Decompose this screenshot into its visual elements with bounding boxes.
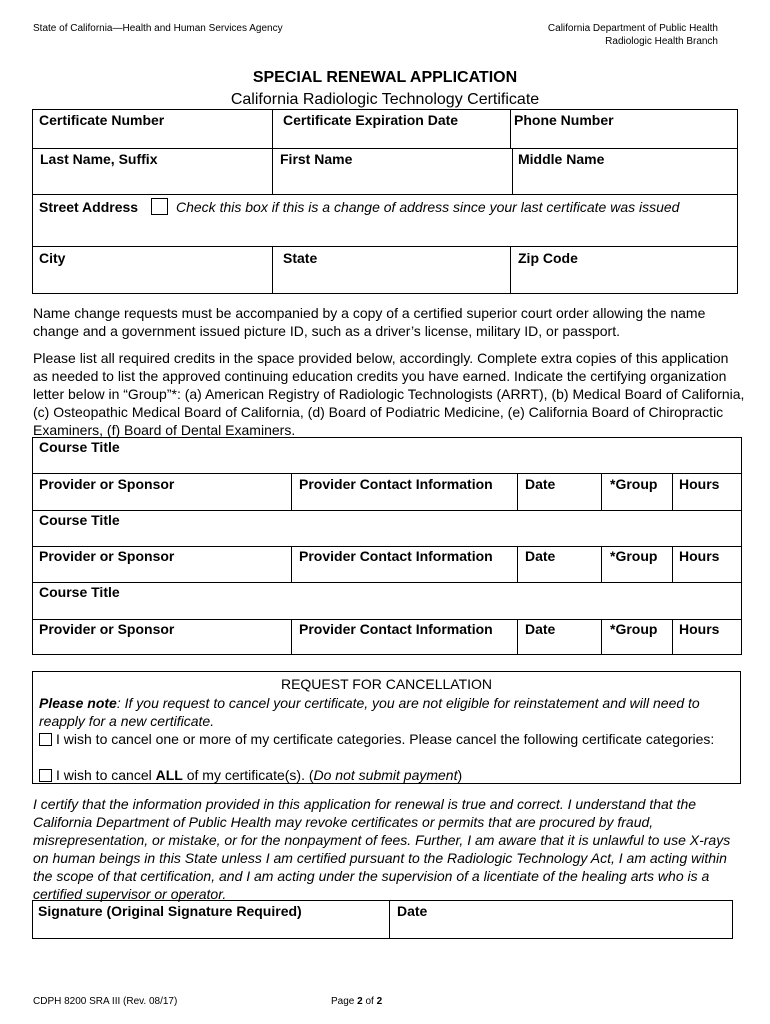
cancellation-heading: REQUEST FOR CANCELLATION: [280, 676, 493, 692]
agency-name: State of California—Health and Human Services Agency: [33, 23, 283, 34]
expiration-date-field[interactable]: Certificate Expiration Date: [283, 112, 459, 128]
cancel-all-checkbox[interactable]: [39, 769, 52, 782]
course-date-field[interactable]: Date: [525, 476, 556, 492]
cancel-categories-option: [39, 730, 729, 748]
hours-field[interactable]: Hours: [679, 476, 720, 492]
no-payment-note: Do not submit payment: [313, 767, 458, 783]
provider-contact-field[interactable]: Provider Contact Information: [299, 476, 493, 492]
zip-code-field[interactable]: Zip Code: [518, 250, 578, 266]
course-date-field[interactable]: Date: [525, 621, 556, 637]
provider-field[interactable]: Provider or Sponsor: [39, 476, 175, 492]
cancellation-note: [39, 694, 737, 730]
hours-field[interactable]: Hours: [679, 621, 720, 637]
last-name-field[interactable]: Last Name, Suffix: [40, 151, 158, 167]
cancellation-note-text: : If you request to cancel your certificate, you are not eligible for reinstatement and will need to reapply for a new certificate.: [39, 695, 700, 729]
form-title: SPECIAL RENEWAL APPLICATION: [252, 69, 518, 86]
middle-name-field[interactable]: Middle Name: [518, 151, 605, 167]
phone-number-field[interactable]: Phone Number: [514, 112, 614, 128]
group-field[interactable]: *Group: [610, 548, 658, 564]
signature-field[interactable]: Signature (Original Signature Required): [38, 903, 302, 919]
name-change-notice: Name change requests must be accompanied by a copy of a certified superior court order allowing the name change and a government issued picture ID, such as a driver’s license, military ID, or passport.: [33, 305, 706, 339]
cancel-all-emphasis: ALL: [155, 767, 183, 783]
course-title-field[interactable]: Course Title: [39, 584, 120, 600]
cancel-all-option: [39, 766, 462, 784]
branch-name: Radiologic Health Branch: [605, 36, 718, 47]
cancel-categories-checkbox[interactable]: [39, 733, 52, 746]
group-field[interactable]: *Group: [610, 476, 658, 492]
signature-date-field[interactable]: Date: [397, 903, 428, 919]
state-field[interactable]: State: [283, 250, 318, 266]
form-subtitle: California Radiologic Technology Certificate: [230, 91, 540, 108]
certification-statement: I certify that the information provided in this application for renewal is true and correct. I understand that the California Department of Public Health may revoke certificates or permits that are procured by fraud, misrepresentation, or mistake, or for the nonpayment of fees. Further, I am aware that it is unlawful to use X-rays on human beings in this State unless I am certified pursuant to the Radiologic Technology Act, I am acting within the scope of that certification, and I am acting under the supervision of a licentiate of the healing arts who is a certified supervisor or operator.: [33, 796, 731, 902]
hours-field[interactable]: Hours: [679, 548, 720, 564]
group-field[interactable]: *Group: [610, 621, 658, 637]
course-date-field[interactable]: Date: [525, 548, 556, 564]
cancel-all-text-mid: of my certificate(s). (: [182, 767, 314, 783]
city-field[interactable]: City: [39, 250, 66, 266]
first-name-field[interactable]: First Name: [280, 151, 353, 167]
credits-instructions: Please list all required credits in the space provided below, accordingly. Complete extra copies of this application as needed to list the approved continuing education credits you have earned. Indicate the certifying organization letter below in “Group”*: (a) American Registry of Radiologic Technologists (ARRT), (b) Medical Board of California, (c) Osteopathic Medical Board of California, (d) Board of Podiatric Medicine, (e) California Board of Chiropractic Examiners, (f) Board of Dental Examiners.: [33, 350, 745, 438]
cancel-categories-label: I wish to cancel one or more of my certificate categories. Please cancel the following certificate categories:: [56, 731, 715, 747]
page-number: Page 2 of 2: [331, 996, 383, 1007]
department-name: California Department of Public Health: [547, 23, 718, 34]
provider-field[interactable]: Provider or Sponsor: [39, 548, 175, 564]
cancel-all-text-pre: I wish to cancel: [56, 767, 156, 783]
certificate-number-field[interactable]: Certificate Number: [39, 112, 165, 128]
please-note-label: Please note: [39, 695, 117, 711]
provider-field[interactable]: Provider or Sponsor: [39, 621, 175, 637]
provider-contact-field[interactable]: Provider Contact Information: [299, 548, 493, 564]
street-address-field[interactable]: Street Address: [39, 199, 139, 215]
provider-contact-field[interactable]: Provider Contact Information: [299, 621, 493, 637]
address-change-note: Check this box if this is a change of address since your last certificate was issued: [176, 199, 680, 215]
cancel-all-text-end: ): [457, 767, 463, 783]
address-change-checkbox[interactable]: [151, 198, 168, 215]
course-title-field[interactable]: Course Title: [39, 512, 120, 528]
course-title-field[interactable]: Course Title: [39, 439, 120, 455]
form-code: CDPH 8200 SRA III (Rev. 08/17): [33, 996, 178, 1007]
